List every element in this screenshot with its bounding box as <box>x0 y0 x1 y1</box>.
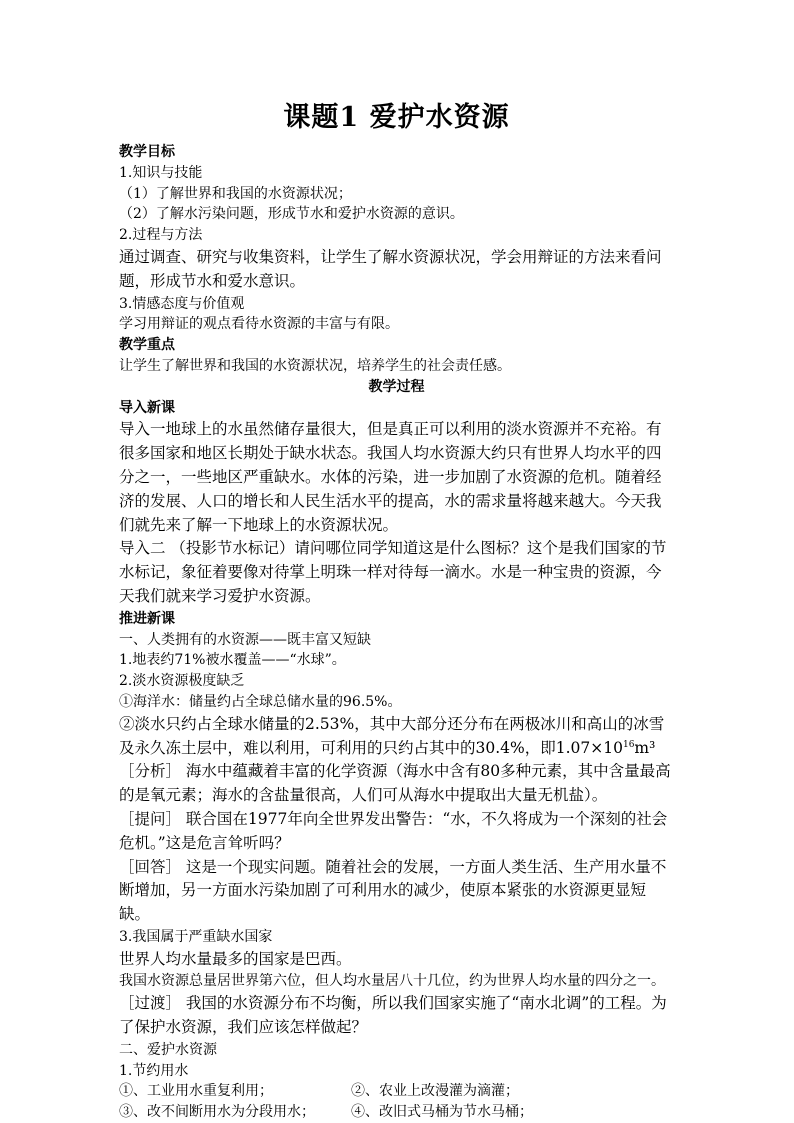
goal-2: 2.过程与方法 <box>119 227 203 244</box>
analysis-paragraph: ［分析］ 海水中蕴藏着丰富的化学资源（海水中含有80多种元素，其中含量最高的是氧元素；海水的含盐量很高，人们可从海水中提取出大量无机盐）。 <box>119 762 671 805</box>
goal-3: 3.情感态度与价值观 <box>119 295 245 312</box>
goal-1: 1.知识与技能 <box>119 164 203 181</box>
question-paragraph: ［提问］ 联合国在1977年向全世界发出警告：“水，不久将成为一个深刻的社会危机。”这是危言耸听吗？ <box>119 809 668 852</box>
point-2-1: 1.节约用水 <box>119 1062 189 1079</box>
intro-heading: 导入新课 <box>119 399 175 416</box>
measures-row-2 <box>119 1102 674 1123</box>
point-1-2-a: ①海洋水：储量约占全球总储水量的96.5%。 <box>119 693 402 710</box>
process-heading: 教学过程 <box>368 378 425 395</box>
measure-2: ②、农业上改漫灌为滴灌； <box>351 1083 519 1100</box>
point-1-2-b <box>119 713 674 761</box>
point-1-3: 3.我国属于严重缺水国家 <box>119 928 273 945</box>
point-1-2-b-text: ②淡水只约占全球水储量的2.53%，其中大部分还分布在两极冰川和高山的冰雪及永久冻土层中，难以利用，可利用的只约占其中的30.4%，即1.07×10 <box>119 714 665 757</box>
new-lesson-heading: 推进新课 <box>119 610 175 627</box>
goal-1-a: （1）了解世界和我国的水资源状况； <box>119 185 352 202</box>
part-1-heading: 一、人类拥有的水资源——既丰富又短缺 <box>119 631 371 648</box>
goal-1-b: （2）了解水污染问题，形成节水和爱护水资源的意识。 <box>119 206 464 223</box>
measure-1: ①、工业用水重复利用； <box>119 1083 273 1100</box>
goals-heading: 教学目标 <box>119 144 175 160</box>
page-title: 课题1 爱护水资源 <box>283 102 510 133</box>
measures-row-1 <box>119 1081 674 1102</box>
unit: m³ <box>634 738 656 757</box>
intro-2: 导入二 （投影节水标记）请问哪位同学知道这是什么图标？这个是我们国家的节水标记，象征着要像对待掌上明珠一样对待每一滴水。水是一种宝贵的资源，今天我们就来学习爱护水资源。 <box>119 539 667 605</box>
point-1-1: 1.地表约71%被水覆盖——“水球”。 <box>119 652 346 669</box>
answer-paragraph: ［回答］ 这是一个现实问题。随着社会的发展，一方面人类生活、生产用水量不断增加，另一方面水污染加剧了可利用水的减少，使原本紧张的水资源更显短缺。 <box>119 857 667 924</box>
exponent: 16 <box>622 739 635 750</box>
goal-2-text: 通过调查、研究与收集资料，让学生了解水资源状况，学会用辩证的方法来看问题，形成节水和爱水意识。 <box>119 247 662 290</box>
part-2-heading: 二、爱护水资源 <box>119 1041 217 1058</box>
intro-1: 导入一地球上的水虽然储存量很大，但是真正可以利用的淡水资源并不充裕。有很多国家和地区长期处于缺水状态。我国人均水资源大约只有世界人均水平的四分之一，一些地区严重缺水。水体的污染，进一步加剧了水资源的危机。随着经济的发展、人口的增长和人民生活水平的提高，水的需求量将越来越大。今天我们就先来了解一下地球上的水资源状况。 <box>119 420 662 534</box>
measure-3: ③、改不间断用水为分段用水； <box>119 1104 315 1121</box>
point-1-3-b: 我国水资源总量居世界第六位，但人均水量居八十几位，约为世界人均水量的四分之一。 <box>119 973 665 990</box>
point-1-2: 2.淡水资源极度缺乏 <box>119 673 245 690</box>
point-1-3-a: 世界人均水量最多的国家是巴西。 <box>119 949 352 968</box>
focus-text: 让学生了解世界和我国的水资源状况，培养学生的社会责任感。 <box>119 357 511 374</box>
transition-paragraph: ［过渡］ 我国的水资源分布不均衡，所以我们国家实施了“南水北调”的工程。为了保护水资源，我们应该怎样做起？ <box>119 994 667 1037</box>
measure-4: ④、改旧式马桶为节水马桶； <box>351 1104 533 1121</box>
goal-3-text: 学习用辩证的观点看待水资源的丰富与有限。 <box>119 316 399 333</box>
focus-heading: 教学重点 <box>119 337 175 354</box>
